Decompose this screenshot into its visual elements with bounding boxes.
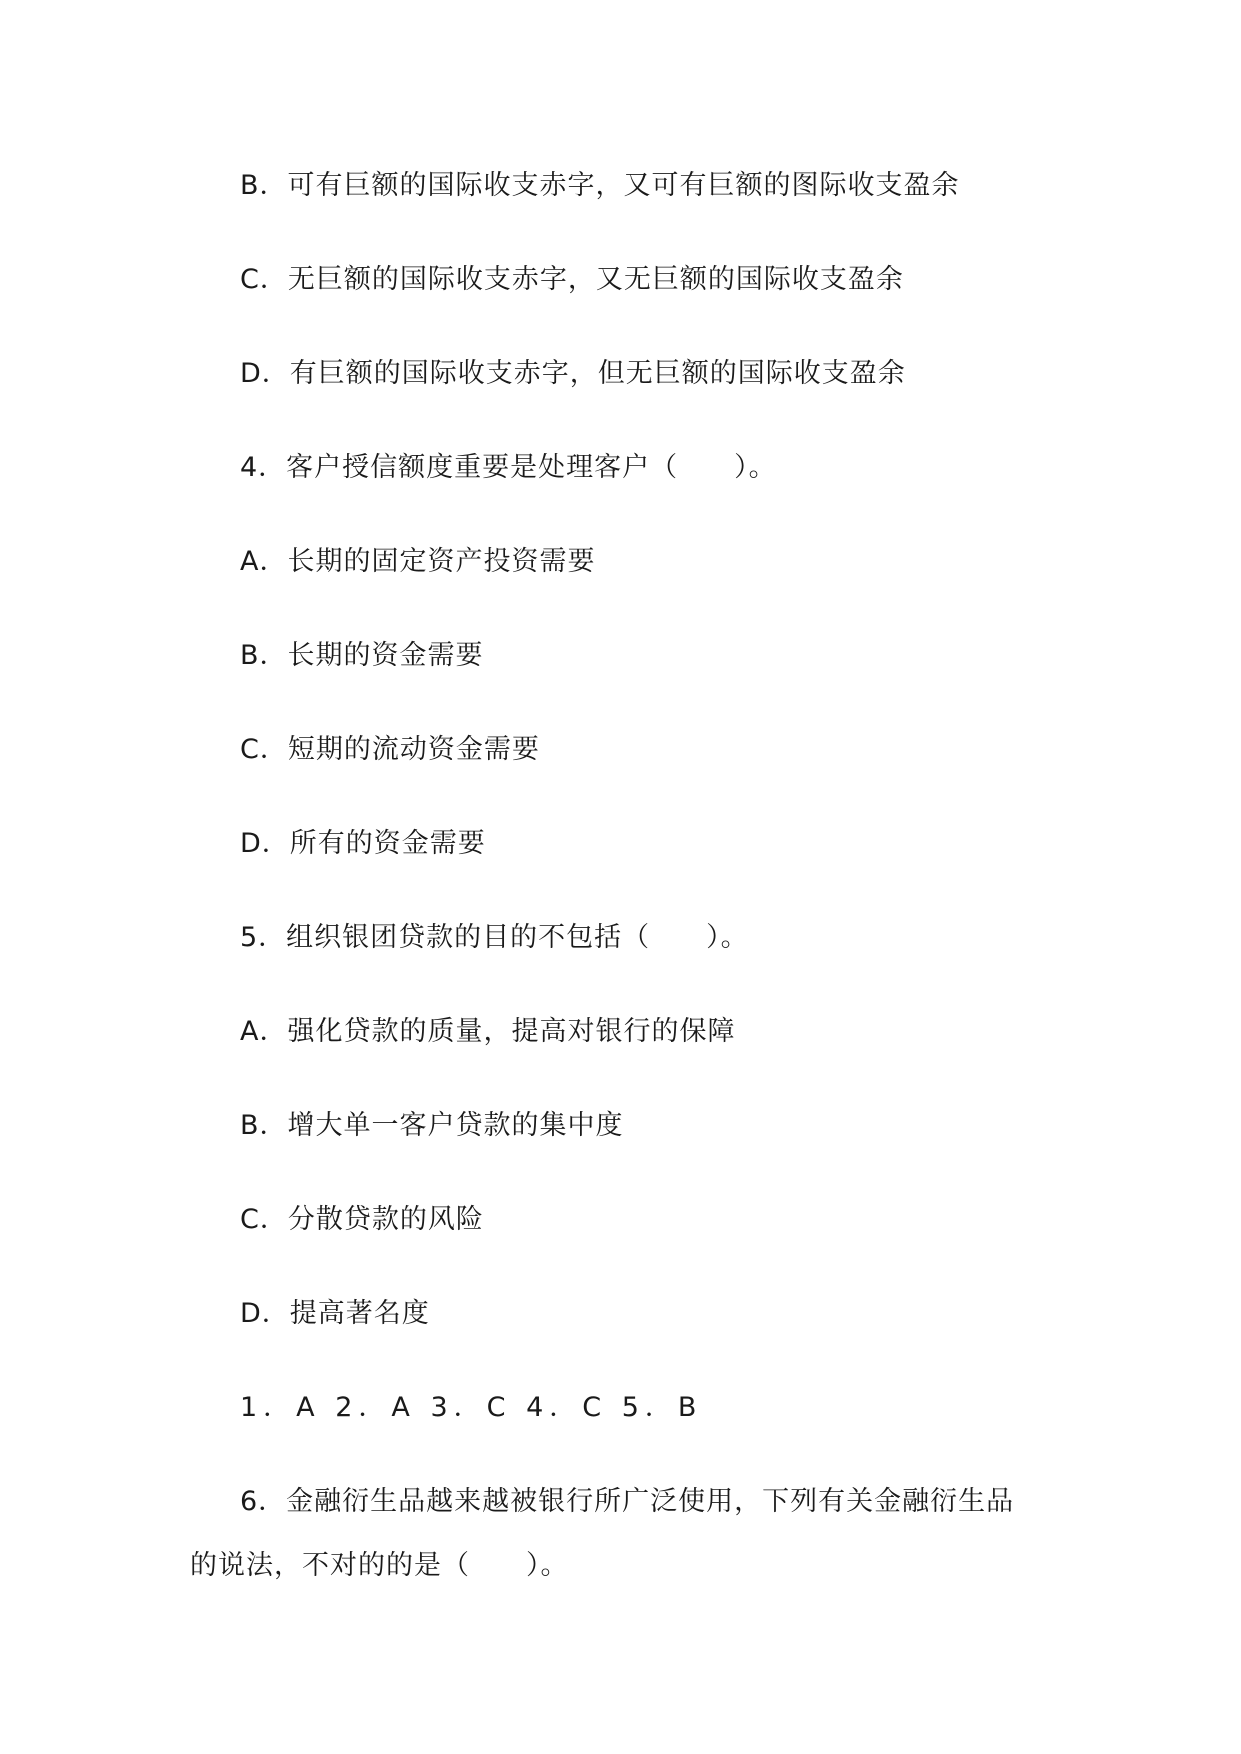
option-b-q4: B．长期的资金需要: [240, 640, 484, 671]
option-c-q5: C．分散贷款的风险: [240, 1204, 484, 1235]
option-b-q3: B．可有巨额的国际收支赤字，又可有巨额的图际收支盈余: [240, 170, 960, 201]
question-6-line-2: 的说法，不对的的是（ ）。: [190, 1550, 569, 1581]
option-c-q3: C．无巨额的国际收支赤字，又无巨额的国际收支盈余: [240, 264, 904, 295]
option-a-q4: A．长期的固定资产投资需要: [240, 546, 596, 577]
question-4: 4．客户授信额度重要是处理客户（ ）。: [240, 452, 777, 483]
option-c-q4: C．短期的流动资金需要: [240, 734, 540, 765]
option-a-q5: A．强化贷款的质量，提高对银行的保障: [240, 1016, 736, 1047]
answer-key: 1．A 2．A 3．C 4．C 5．B: [240, 1392, 703, 1423]
option-d-q5: D．提高著名度: [240, 1298, 430, 1329]
question-5: 5．组织银团贷款的目的不包括（ ）。: [240, 922, 749, 953]
option-d-q4: D．所有的资金需要: [240, 828, 486, 859]
question-6-line-1: 6．金融衍生品越来越被银行所广泛使用，下列有关金融衍生品: [240, 1486, 1015, 1517]
option-d-q3: D．有巨额的国际收支赤字，但无巨额的国际收支盈余: [240, 358, 906, 389]
option-b-q5: B．增大单一客户贷款的集中度: [240, 1110, 624, 1141]
